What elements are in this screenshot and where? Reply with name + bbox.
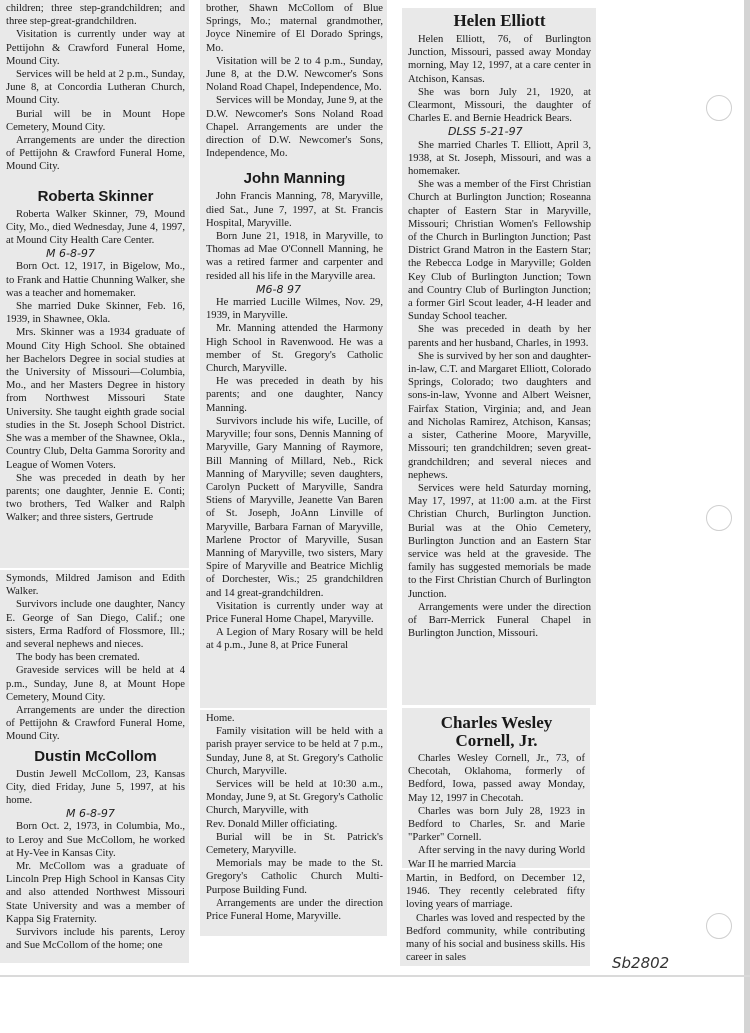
- obituary-heading: Charles Wesley: [440, 713, 553, 732]
- obit-text: Survivors include one daughter, Nancy E. George of San Diego, Calif.; one sisters, Erma Radford of Flossmore, Ill.; and several nephews and nieces.: [6, 599, 185, 651]
- page-handwritten-id: Sb2802: [612, 954, 670, 972]
- clipping-col1-top: [0, 0, 189, 568]
- obit-text: Charles Wesley Cornell, Jr., 73, of Checotah, Oklahoma, formerly of Bedford, Iowa, passed away Monday, May 12, 1997 in Checotah.: [408, 753, 585, 804]
- obit-text: He was preceded in death by his parents; and one daughter, Nancy Manning.: [206, 376, 383, 414]
- obit-text: Arrangements are under the direction Price Funeral Home, Maryville.: [206, 897, 383, 923]
- obit-text: children; three step-grandchildren; and three step-great-grandchildren.: [6, 3, 185, 28]
- obituary-heading: Helen Elliott: [453, 11, 546, 30]
- obit-text: Services will be Monday, June 9, at the D.W. Newcomer's Sons Noland Road Chapel. Arrangements are under the direction of D.W. Newcomer's Sons, Independence, Mo.: [206, 95, 383, 160]
- clipping-col3-middle: [402, 708, 590, 868]
- obit-text: Charles was born July 28, 1923 in Bedford to Charles, Sr. and Marie "Parker" Cornell.: [408, 805, 585, 844]
- obit-text: John Francis Manning, 78, Maryville, died Sat., June 7, 1997, at St. Francis Hospital, Maryville.: [206, 191, 383, 229]
- obit-text: Memorials may be made to the St. Gregory's Catholic Church Multi-Purpose Building Fund.: [206, 858, 383, 896]
- scan-bottom-edge: [0, 975, 750, 977]
- scan-edge: [744, 0, 750, 1033]
- obit-text: Burial will be in St. Patrick's Cemetery, Maryville.: [206, 831, 383, 857]
- obit-text: He married Lucille Wilmes, Nov. 29, 1939, in Maryville.: [206, 297, 383, 322]
- obit-text: She was a member of the First Christian Church at Burlington Junction; Roseanna chapter of Eastern Star in Maryville, Missouri; Christian Women's Fellowship of the Church in Burlington Junction; Past District Grand Matron in the Eastern Star; the Rebecca Lodge in Maryville; Golden Key Club of Burlington Junction; Town and Country Club of Burlington Junction; a former Girl Scout leader, 4-H leader and Sunday School teacher.: [408, 179, 591, 323]
- obituary-heading: Dustin McCollom: [34, 747, 157, 765]
- obit-text: Born June 21, 1918, in Maryville, to Thomas ad Mae O'Connell Manning, he was a retired farmer and carpenter and resided all his life in the Maryville area.: [206, 231, 383, 282]
- obituary-heading: Cornell, Jr.: [455, 731, 538, 750]
- obit-text: brother, Shawn McCollom of Blue Springs, Mo.; maternal grandmother, Joyce Ninemire of El Dorado Springs, Mo.: [206, 3, 383, 54]
- obit-text: Mrs. Skinner was a 1934 graduate of Mound City High School. She obtained her Bachelors Degree in social studies at the University of Missouri—Columbia, Mo., and her Masters Degree in history from Northwest Missouri State University. She taught eighth grade social studies in the St. Joseph School District. She was a member of the Shawnee, Okla., Country Club, Delta Gamma Sorority and League of Women Voters.: [6, 327, 185, 471]
- handwritten-date-note: M 6-8-97: [66, 807, 115, 821]
- obit-text: Arrangements were under the direction of Barr-Merrick Funeral Chapel in Burlington Junction, Missouri.: [408, 601, 591, 640]
- obit-text: Mr. McCollom was a graduate of Lincoln Prep High School in Kansas City and also attended Northwest Missouri State University and was a member of Kappa Sig Fraternity.: [6, 861, 185, 925]
- obit-text: Roberta Walker Skinner, 79, Mound City, Mo., died Wednesday, June 4, 1997, at Mound City Health Care Center.: [6, 208, 185, 247]
- obituary-heading: John Manning: [243, 170, 346, 188]
- obit-text: Survivors include his wife, Lucille, of Maryville; four sons, Dennis Manning of Maryville, Gary Manning of Raymore, Bill Manning of Millard, Neb., Rick Manning of Maryville; seven daughters, Carolyn Puckett of Maryville, Sandra Stiens of Maryville, Jeanette Van Baren of St. Joseph, JoAnn Linville of Maryville, Barbara Farnan of Maryville, Marlene Proctor of Maryville, Susan Manning of Maryville, two sisters, Mary Spire of Maryville and Beatrice Michlig of Dorchester, Wis.; 25 grandchildren and 14 great-grandchildren.: [206, 415, 383, 599]
- handwritten-date-note: DLSS 5-21-97: [448, 125, 523, 139]
- obit-text: The body has been cremated.: [16, 652, 140, 664]
- obit-text: Mr. Manning attended the Harmony High School in Ravenwood. He was a member of St. Gregory's Catholic Church, Maryville.: [206, 323, 383, 375]
- obit-text: Charles was loved and respected by the Bedford community, while contributing many of his social and business skills. His career in sales: [406, 912, 585, 964]
- obit-text: Rev. Donald Miller officiating.: [206, 818, 338, 830]
- obit-text: Home.: [206, 713, 235, 724]
- obit-text: She was preceded in death by her parents and her husband, Charles, in 1993.: [408, 324, 591, 349]
- obit-text: She married Duke Skinner, Feb. 16, 1939, in Shawnee, Okla.: [6, 301, 185, 326]
- obit-text: Services will be held at 10:30 a.m., Monday, June 9, at St. Gregory's Catholic Church, Maryville, with: [206, 779, 383, 817]
- obit-text: Services will be held at 2 p.m., Sunday, June 8, at Concordia Lutheran Church, Mound City.: [6, 69, 185, 107]
- obit-text: She is survived by her son and daughter-in-law, C.T. and Margaret Elliott, Colorado Springs, Colorado; two daughters and sons-in-law, Yvonne and Albert Weisner, Fairfax Station, Virginia; and, and Jean and Nicholas Ramirez, Atchison, Kansas; a sister, Catherine Moore, Maryville, Missouri; ten grandchildren; seven great-grandchildren; and several nieces and nephews.: [408, 350, 591, 481]
- obit-text: Martin, in Bedford, on December 12, 1946. They recently celebrated fifty loving years of marriage.: [406, 873, 585, 911]
- obit-text: A Legion of Mary Rosary will be held at 4 p.m., June 8, at Price Funeral: [206, 627, 383, 652]
- obit-text: Arrangements are under the direction of Pettijohn & Crawford Funeral Home, Mound City.: [6, 135, 185, 173]
- obit-text: Visitation is currently under way at Pettijohn & Crawford Funeral Home, Mound City.: [6, 29, 185, 67]
- obit-text: After serving in the navy during World War II he married Marcia: [408, 845, 585, 868]
- obit-text: She was born July 21, 1920, at Clearmont, Missouri, the daughter of Charles E. and Bernie Headrick Bears.: [408, 86, 591, 125]
- obit-text: Symonds, Mildred Jamison and Edith Walker.: [6, 573, 185, 598]
- obit-text: Born Oct. 12, 1917, in Bigelow, Mo., to Frank and Hattie Chunning Walker, she was a teacher and homemaker.: [6, 261, 185, 299]
- obit-text: Burial will be in Mount Hope Cemetery, Mound City.: [6, 108, 185, 133]
- obit-text: Survivors include his parents, Leroy and Sue McCollom of the home; one: [6, 927, 185, 952]
- obituary-heading: Roberta Skinner: [37, 187, 154, 205]
- binder-hole: [706, 505, 732, 531]
- clipping-col2-bottom: [200, 710, 387, 936]
- obit-text: She married Charles T. Elliott, April 3, 1938, at St. Joseph, Missouri, and was a homemaker.: [408, 139, 591, 178]
- handwritten-date-note: M6-8 97: [256, 282, 301, 296]
- clipping-col2-top: [200, 0, 387, 708]
- clipping-col3-bottom: [400, 870, 590, 966]
- obit-text: Arrangements are under the direction of Pettijohn & Crawford Funeral Home, Mound City.: [6, 705, 185, 743]
- obit-text: She was preceded in death by her parents; one daughter, Jennie E. Conti; two brothers, Ted Walker and Ralph Walker; and three sisters, Gertrude: [6, 472, 185, 524]
- obit-text: Helen Elliott, 76, of Burlington Junction, Missouri, passed away Monday morning, May 12, 1997, at a care center in Atchison, Kansas.: [408, 34, 591, 85]
- obit-text: Born Oct. 2, 1973, in Columbia, Mo., to Leroy and Sue McCollom, he worked at Hy-Vee in Kansas City.: [6, 821, 185, 859]
- clipping-col1-bottom: [0, 570, 189, 963]
- handwritten-date-note: M 6-8-97: [46, 247, 95, 261]
- obit-text: Graveside services will be held at 4 p.m., Sunday, June 8, at Mount Hope Cemetery, Mound City.: [6, 665, 185, 703]
- binder-hole: [706, 913, 732, 939]
- obit-text: Dustin Jewell McCollom, 23, Kansas City, died Friday, June 5, 1997, at his home.: [6, 768, 185, 807]
- obit-text: Services were held Saturday morning, May 17, 1997, at 11:00 a.m. at the First Christian Church, Burlington Junction. Burial was at the Ohio Cemetery, Burlington Junction and an Eastern Star service was held at the graveside. The family has suggested memorials be made to the First Christian Church of Burlington Junction.: [408, 482, 591, 600]
- obit-text: Visitation is currently under way at Price Funeral Home Chapel, Maryville.: [206, 600, 383, 625]
- obit-text: Family visitation will be held with a parish prayer service to be held at 7 p.m., Sunday, June 8, at St. Gregory's Catholic Church, Maryville.: [206, 726, 383, 777]
- obit-text: Visitation will be 2 to 4 p.m., Sunday, June 8, at the D.W. Newcomer's Sons Noland Road Chapel, Independence, Mo.: [206, 55, 383, 94]
- binder-hole: [706, 95, 732, 121]
- clipping-col3-top: [402, 8, 596, 705]
